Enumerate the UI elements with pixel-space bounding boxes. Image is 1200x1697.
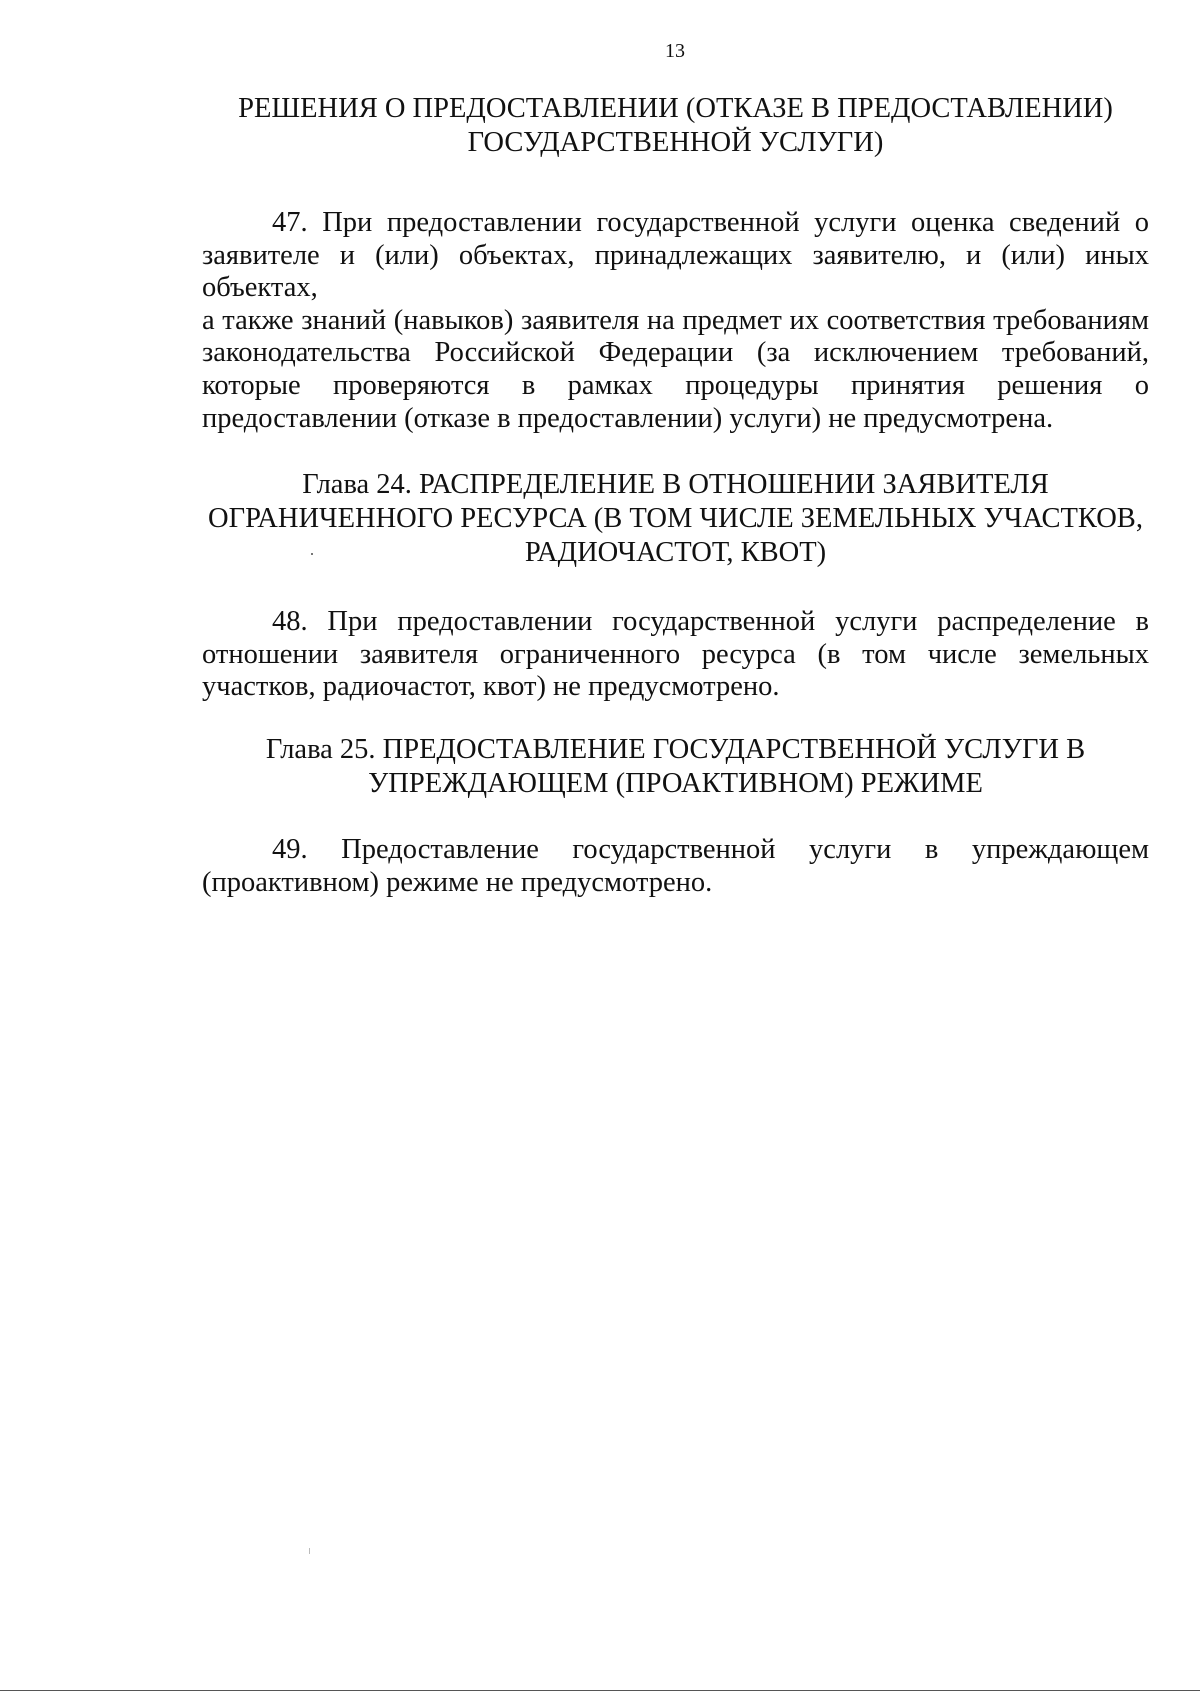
paragraph-49 xyxy=(202,834,1149,899)
scan-speck xyxy=(309,1548,310,1554)
chapter-heading-line: ОГРАНИЧЕННОГО РЕСУРСА (В ТОМ ЧИСЛЕ ЗЕМЕЛЬНЫХ УЧАСТКОВ, xyxy=(208,503,1143,535)
paragraph-47 xyxy=(202,207,1149,435)
chapter-heading-line: РАДИОЧАСТОТ, КВОТ) xyxy=(524,537,827,569)
paragraph-line: 49. Предоставление государственной услуги в упреждающем xyxy=(272,833,1149,865)
chapter-heading-line: УПРЕЖДАЮЩЕМ (ПРОАКТИВНОМ) РЕЖИМЕ xyxy=(368,767,983,799)
scan-edge-line xyxy=(0,1690,1200,1691)
paragraph-line: которые проверяются в рамках процедуры принятия решения о xyxy=(202,369,1149,401)
paragraph-line: а также знаний (навыков) заявителя на предмет их соответствия требованиям xyxy=(202,304,1149,336)
chapter-24-heading xyxy=(202,468,1149,570)
paragraph-line: отношении заявителя ограниченного ресурса (в том числе земельных xyxy=(202,638,1149,670)
document-body xyxy=(202,92,1149,899)
paragraph-line: законодательства Российской Федерации (за исключением требований, xyxy=(202,337,1149,369)
chapter-heading-line: Глава 24. РАСПРЕДЕЛЕНИЕ В ОТНОШЕНИИ ЗАЯВИТЕЛЯ xyxy=(302,469,1049,501)
chapter-heading-line: Глава 25. ПРЕДОСТАВЛЕНИЕ ГОСУДАРСТВЕННОЙ УСЛУГИ В xyxy=(265,733,1086,765)
chapter-25-heading xyxy=(202,733,1149,801)
section-heading-line: ГОСУДАРСТВЕННОЙ УСЛУГИ) xyxy=(467,127,884,158)
paragraph-line: предоставлении (отказе в предоставлении) услуги) не предусмотрена. xyxy=(202,402,1054,434)
page-number: 13 xyxy=(665,40,685,62)
paragraph-line: 47. При предоставлении государственной услуги оценка сведений о xyxy=(272,207,1149,238)
paragraph-48 xyxy=(202,606,1149,704)
section-heading-line: РЕШЕНИЯ О ПРЕДОСТАВЛЕНИИ (ОТКАЗЕ В ПРЕДОСТАВЛЕНИИ) xyxy=(238,93,1113,124)
paragraph-line: участков, радиочастот, квот) не предусмотрено. xyxy=(202,671,780,703)
paragraph-line: заявителе и (или) объектах, принадлежащих заявителю, и (или) иных объектах, xyxy=(202,239,1149,304)
paragraph-line: (проактивном) режиме не предусмотрено. xyxy=(202,866,713,898)
paragraph-line: 48. При предоставлении государственной услуги распределение в xyxy=(272,606,1149,638)
scan-speck xyxy=(311,553,313,555)
section-heading xyxy=(202,92,1149,160)
